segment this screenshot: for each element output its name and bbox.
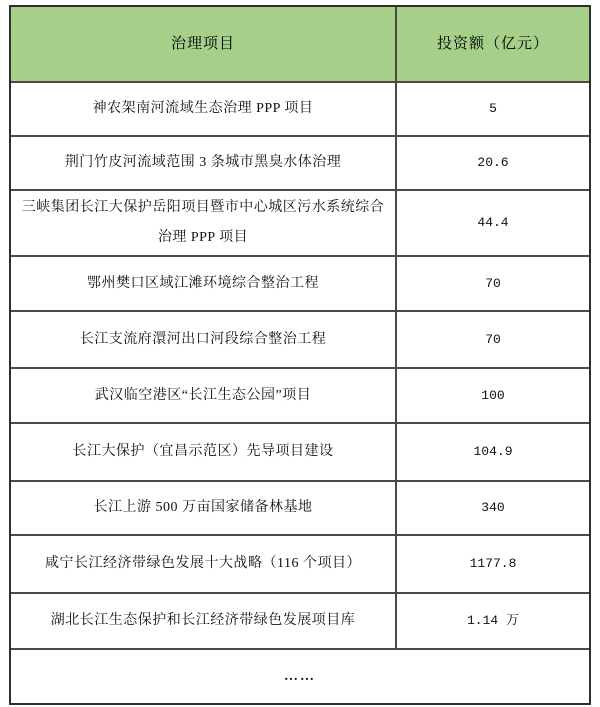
investment-amount: 20.6 (477, 155, 509, 170)
project-name: 长江支流府澴河出口河段综合整治工程 (11, 312, 397, 367)
project-name: 咸宁长江经济带绿色发展十大战略（116 个项目） (11, 536, 397, 592)
table-row (11, 480, 589, 534)
investment-amount: 104.9 (473, 444, 513, 459)
project-name: 荆门竹皮河流域范围 3 条城市黑臭水体治理 (11, 137, 397, 189)
project-name: 鄂州樊口区域江滩环境综合整治工程 (11, 257, 397, 310)
investment-amount: 70 (485, 275, 501, 291)
column-header-project: 治理项目 (11, 7, 397, 81)
project-name: 湖北长江生态保护和长江经济带绿色发展项目库 (11, 594, 397, 648)
table-row (11, 81, 589, 135)
table-row (11, 367, 589, 422)
column-header-amount: 投资额（亿元） (436, 36, 549, 52)
project-name: 神农架南河流域生态治理 PPP 项目 (11, 83, 397, 135)
table-row (11, 422, 589, 480)
project-name: 武汉临空港区“长江生态公园”项目 (11, 369, 397, 422)
project-name: 长江大保护（宜昌示范区）先导项目建设 (11, 424, 397, 480)
investment-amount: 44.4 (477, 215, 509, 230)
table-row (11, 255, 589, 310)
table-header-row (11, 7, 589, 81)
table-row (11, 534, 589, 592)
table-row (11, 135, 589, 189)
table-row (11, 592, 589, 648)
investment-amount: 1.14 万 (466, 613, 519, 628)
investment-table (9, 5, 591, 705)
investment-amount: 1177.8 (469, 556, 517, 571)
project-name: 长江上游 500 万亩国家储备林基地 (11, 482, 397, 534)
investment-amount: 5 (489, 101, 497, 116)
investment-amount: 340 (481, 500, 505, 515)
investment-amount: 70 (485, 331, 501, 347)
table-row (11, 189, 589, 255)
investment-amount: 100 (481, 387, 505, 403)
table-row (11, 310, 589, 367)
project-name: 三峡集团长江大保护岳阳项目暨市中心城区污水系统综合治理 PPP 项目 (11, 191, 397, 255)
ellipsis-text: …… (284, 668, 316, 684)
ellipsis-row (11, 648, 589, 703)
